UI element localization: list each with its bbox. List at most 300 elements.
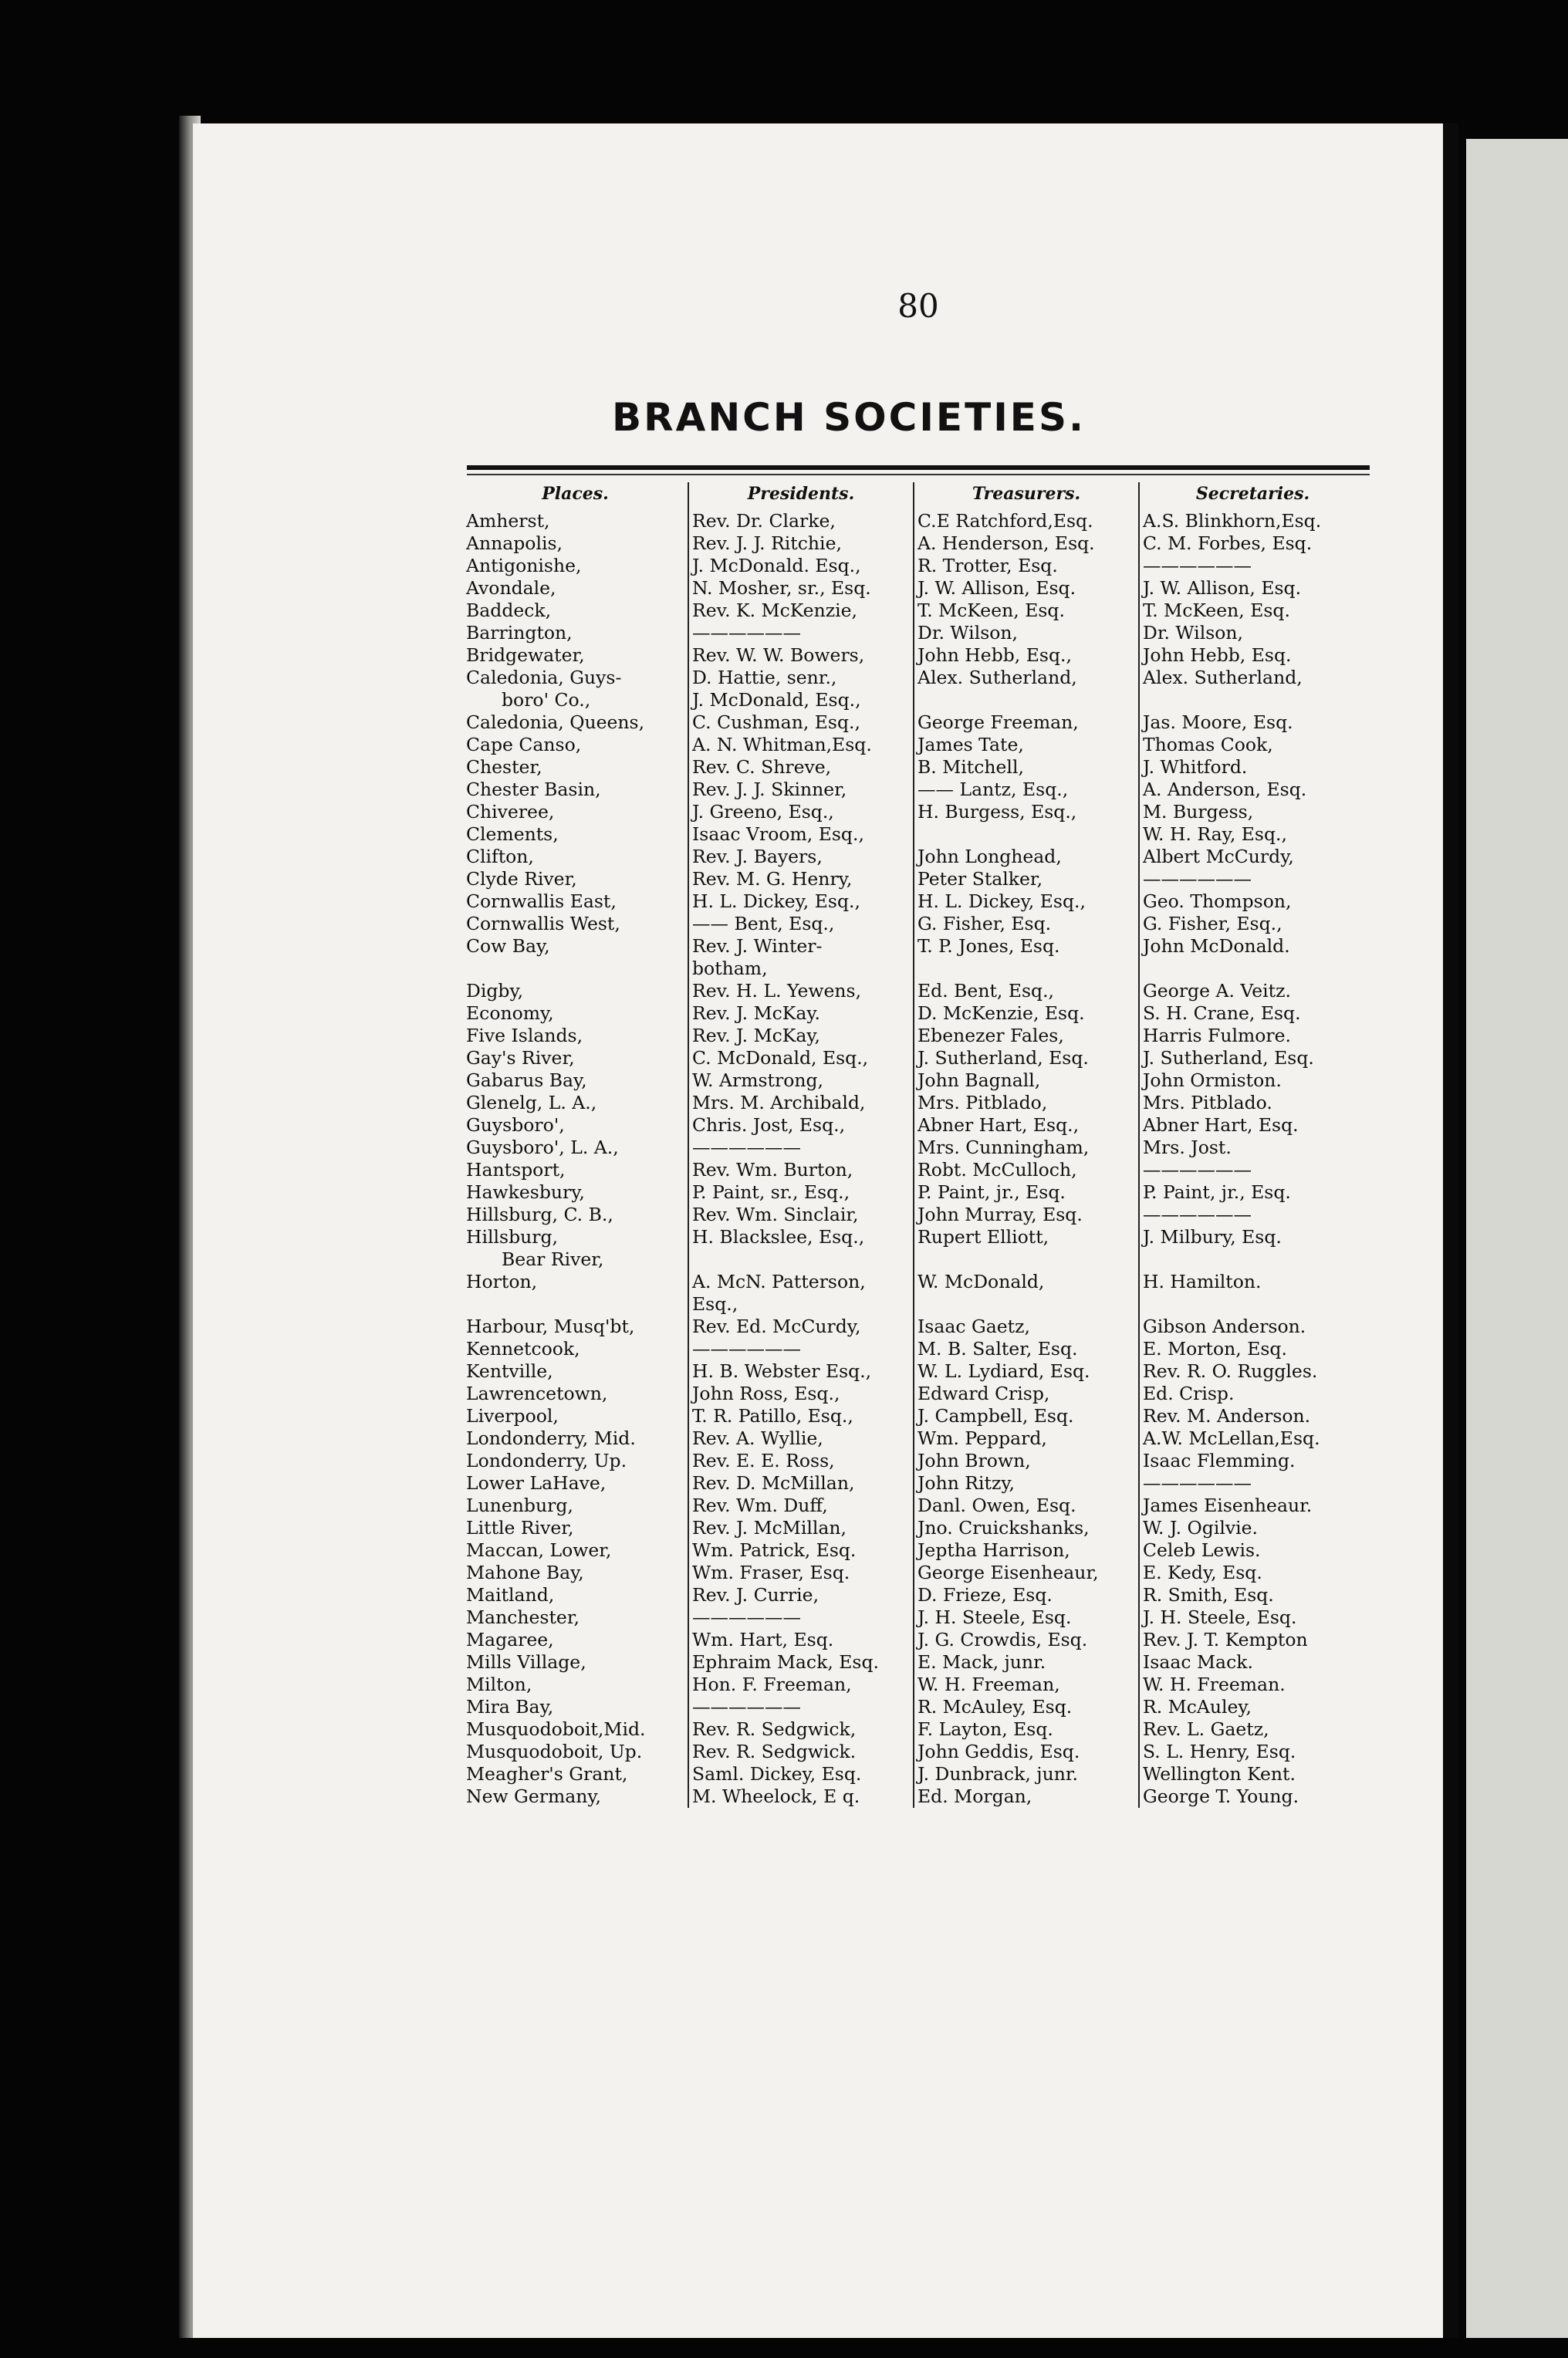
table-row — [463, 868, 1366, 890]
president-cell: Rev. Dr. Clarke, — [688, 510, 914, 532]
table-row — [463, 823, 1366, 846]
place-cell: Avondale, — [466, 577, 556, 599]
table-row — [463, 1651, 1366, 1674]
place-cell: Caledonia, Queens, — [466, 711, 645, 733]
treasurer-cell: Ed. Bent, Esq., — [914, 980, 1139, 1002]
table-row — [463, 1293, 1366, 1316]
secretary-cell: A.W. McLellan,Esq. — [1139, 1427, 1366, 1450]
treasurer-cell: John Bagnall, — [914, 1069, 1139, 1092]
secretary-cell: Rev. R. O. Ruggles. — [1139, 1360, 1366, 1383]
table-row — [463, 846, 1366, 868]
table-row — [463, 1248, 1366, 1271]
place-cell: Kennetcook, — [466, 1338, 580, 1360]
table-row — [463, 1495, 1366, 1517]
table-row — [463, 1539, 1366, 1562]
treasurer-cell: E. Mack, junr. — [914, 1651, 1139, 1674]
secretary-cell: G. Fisher, Esq., — [1139, 913, 1366, 935]
place-cell: Gay's River, — [466, 1047, 575, 1069]
table-row — [463, 1785, 1366, 1808]
president-cell: Wm. Patrick, Esq. — [688, 1539, 914, 1562]
place-cell: Lower LaHave, — [466, 1472, 607, 1494]
secretary-cell: Mrs. Jost. — [1139, 1137, 1366, 1159]
treasurer-cell: W. L. Lydiard, Esq. — [914, 1360, 1139, 1383]
president-cell: Wm. Fraser, Esq. — [688, 1562, 914, 1584]
place-cell: Economy, — [466, 1002, 554, 1024]
place-cell: Guysboro', — [466, 1114, 565, 1136]
secretary-cell: W. J. Ogilvie. — [1139, 1517, 1366, 1539]
treasurer-cell: J. Campbell, Esq. — [914, 1405, 1139, 1427]
place-cell: Mira Bay, — [466, 1696, 554, 1718]
treasurer-cell: John Brown, — [914, 1450, 1139, 1472]
table-row — [463, 1718, 1366, 1741]
secretary-cell: James Eisenheaur. — [1139, 1495, 1366, 1517]
president-cell: Rev. D. McMillan, — [688, 1472, 914, 1495]
table-row — [463, 1271, 1366, 1293]
secretary-cell: T. McKeen, Esq. — [1139, 600, 1366, 622]
treasurer-cell: D. Frieze, Esq. — [914, 1584, 1139, 1606]
place-cell: Kentville, — [466, 1360, 553, 1382]
president-cell: Isaac Vroom, Esq., — [688, 823, 914, 846]
treasurer-cell — [914, 958, 1139, 980]
table-row — [463, 1092, 1366, 1114]
president-cell: D. Hattie, senr., — [688, 667, 914, 689]
table-row — [463, 1763, 1366, 1785]
treasurer-cell: P. Paint, jr., Esq. — [914, 1181, 1139, 1204]
secretary-cell — [1139, 689, 1366, 711]
table-row — [463, 1047, 1366, 1069]
president-cell: Rev. Wm. Sinclair, — [688, 1204, 914, 1226]
secretary-cell: —————— — [1139, 868, 1366, 890]
header-secretaries: Secretaries. — [1139, 482, 1366, 510]
secretary-cell — [1139, 958, 1366, 980]
secretary-cell: P. Paint, jr., Esq. — [1139, 1181, 1366, 1204]
table-row — [463, 622, 1366, 644]
secretary-cell: W. H. Freeman. — [1139, 1674, 1366, 1696]
place-cell: Hillsburg, — [466, 1226, 559, 1248]
table-row — [463, 1517, 1366, 1539]
secretary-cell: Harris Fulmore. — [1139, 1025, 1366, 1047]
secretary-cell: A. Anderson, Esq. — [1139, 779, 1366, 801]
treasurer-cell: R. McAuley, Esq. — [914, 1696, 1139, 1718]
treasurer-cell: J. Sutherland, Esq. — [914, 1047, 1139, 1069]
place-cell: Milton, — [466, 1674, 532, 1695]
secretary-cell: John McDonald. — [1139, 935, 1366, 958]
place-cell: Manchester, — [466, 1606, 580, 1628]
treasurer-cell: J. G. Crowdis, Esq. — [914, 1629, 1139, 1651]
president-cell: Hon. F. Freeman, — [688, 1674, 914, 1696]
secretary-cell: S. L. Henry, Esq. — [1139, 1741, 1366, 1763]
table-row — [463, 1606, 1366, 1629]
table-row — [463, 711, 1366, 734]
table-row — [463, 980, 1366, 1002]
place-cell: Meagher's Grant, — [466, 1763, 628, 1785]
president-cell: Rev. J. McKay. — [688, 1002, 914, 1025]
table-row — [463, 555, 1366, 577]
secretary-cell: —————— — [1139, 555, 1366, 577]
treasurer-cell: John Hebb, Esq., — [914, 644, 1139, 667]
place-cell: Chester, — [466, 756, 542, 778]
table-row — [463, 1360, 1366, 1383]
table-row — [463, 1226, 1366, 1248]
president-cell: —— Bent, Esq., — [688, 913, 914, 935]
page-number: 80 — [897, 287, 939, 325]
table-row — [463, 577, 1366, 600]
place-cell: Five Islands, — [466, 1025, 583, 1046]
place-cell: Annapolis, — [466, 532, 563, 554]
president-cell: P. Paint, sr., Esq., — [688, 1181, 914, 1204]
place-cell: Caledonia, Guys- — [466, 667, 622, 688]
secretary-cell: A.S. Blinkhorn,Esq. — [1139, 510, 1366, 532]
place-cell: Chester Basin, — [466, 779, 601, 800]
treasurer-cell: D. McKenzie, Esq. — [914, 1002, 1139, 1025]
treasurer-cell: W. McDonald, — [914, 1271, 1139, 1293]
secretary-cell: C. M. Forbes, Esq. — [1139, 532, 1366, 555]
treasurer-cell: John Ritzy, — [914, 1472, 1139, 1495]
table-row — [463, 1204, 1366, 1226]
table-row — [463, 1674, 1366, 1696]
president-cell: Rev. H. L. Yewens, — [688, 980, 914, 1002]
table-row — [463, 1025, 1366, 1047]
president-cell: —————— — [688, 1338, 914, 1360]
secretary-cell: Alex. Sutherland, — [1139, 667, 1366, 689]
secretary-cell: Geo. Thompson, — [1139, 890, 1366, 913]
treasurer-cell: T. McKeen, Esq. — [914, 600, 1139, 622]
secretary-cell: Mrs. Pitblado. — [1139, 1092, 1366, 1114]
treasurer-cell: J. Dunbrack, junr. — [914, 1763, 1139, 1785]
treasurer-cell: Robt. McCulloch, — [914, 1159, 1139, 1181]
secretary-cell: —————— — [1139, 1204, 1366, 1226]
president-cell: Rev. J. Currie, — [688, 1584, 914, 1606]
treasurer-cell: John Geddis, Esq. — [914, 1741, 1139, 1763]
header-presidents: Presidents. — [688, 482, 914, 510]
president-cell: J. McDonald. Esq., — [688, 555, 914, 577]
treasurer-cell — [914, 1248, 1139, 1271]
president-cell: —————— — [688, 1696, 914, 1718]
place-cell: Barrington, — [466, 622, 573, 644]
treasurer-cell: John Murray, Esq. — [914, 1204, 1139, 1226]
place-cell: Little River, — [466, 1517, 574, 1539]
secretary-cell: Jas. Moore, Esq. — [1139, 711, 1366, 734]
president-cell: —————— — [688, 622, 914, 644]
secretary-cell: Rev. L. Gaetz, — [1139, 1718, 1366, 1741]
president-cell — [688, 1248, 914, 1271]
table-row — [463, 1383, 1366, 1405]
table-row — [463, 1629, 1366, 1651]
treasurer-cell: Ed. Morgan, — [914, 1785, 1139, 1808]
treasurer-cell: T. P. Jones, Esq. — [914, 935, 1139, 958]
president-cell: Saml. Dickey, Esq. — [688, 1763, 914, 1785]
facing-page-edge — [1466, 139, 1568, 2338]
secretary-cell: —————— — [1139, 1472, 1366, 1495]
place-cell: Londonderry, Mid. — [466, 1427, 636, 1449]
president-cell: Rev. Wm. Burton, — [688, 1159, 914, 1181]
table-row — [463, 734, 1366, 756]
place-cell: Antigonishe, — [466, 555, 582, 576]
treasurer-cell: H. Burgess, Esq., — [914, 801, 1139, 823]
president-cell: Rev. J. McMillan, — [688, 1517, 914, 1539]
place-cell: Digby, — [466, 980, 524, 1002]
president-cell: Rev. J. J. Skinner, — [688, 779, 914, 801]
secretary-cell: J. W. Allison, Esq. — [1139, 577, 1366, 600]
place-cell: Hawkesbury, — [466, 1181, 585, 1203]
place-cell: Musquodoboit,Mid. — [466, 1718, 646, 1740]
table-row — [463, 689, 1366, 711]
treasurer-cell: Edward Crisp, — [914, 1383, 1139, 1405]
secretary-cell: J. Sutherland, Esq. — [1139, 1047, 1366, 1069]
branch-societies-table — [463, 482, 1366, 1808]
table-row — [463, 890, 1366, 913]
secretary-cell: Rev. J. T. Kempton — [1139, 1629, 1366, 1651]
secretary-cell: Gibson Anderson. — [1139, 1316, 1366, 1338]
place-cell: Clements, — [466, 823, 559, 845]
president-cell: H. Blackslee, Esq., — [688, 1226, 914, 1248]
treasurer-cell: Dr. Wilson, — [914, 622, 1139, 644]
place-cell — [463, 958, 688, 980]
treasurer-cell: Jno. Cruickshanks, — [914, 1517, 1139, 1539]
secretary-cell: Rev. M. Anderson. — [1139, 1405, 1366, 1427]
place-cell: Liverpool, — [466, 1405, 559, 1427]
table-row — [463, 1584, 1366, 1606]
president-cell: Rev. W. W. Bowers, — [688, 644, 914, 667]
place-cell: Hillsburg, C. B., — [466, 1204, 613, 1225]
table-row — [463, 1002, 1366, 1025]
secretary-cell: W. H. Ray, Esq., — [1139, 823, 1366, 846]
secretary-cell: E. Morton, Esq. — [1139, 1338, 1366, 1360]
place-cell: Cape Canso, — [466, 734, 582, 755]
table-row — [463, 1696, 1366, 1718]
treasurer-cell: W. H. Freeman, — [914, 1674, 1139, 1696]
president-cell: Rev. K. McKenzie, — [688, 600, 914, 622]
president-cell: J. Greeno, Esq., — [688, 801, 914, 823]
president-cell: Rev. Ed. McCurdy, — [688, 1316, 914, 1338]
secretary-cell: J. H. Steele, Esq. — [1139, 1606, 1366, 1629]
table-row — [463, 1472, 1366, 1495]
table-row — [463, 801, 1366, 823]
president-cell: A. N. Whitman,Esq. — [688, 734, 914, 756]
table-row — [463, 1427, 1366, 1450]
president-cell: —————— — [688, 1606, 914, 1629]
place-cell: Horton, — [466, 1271, 538, 1292]
table-row — [463, 913, 1366, 935]
page-title: BRANCH SOCIETIES. — [612, 395, 1086, 440]
treasurer-cell: Peter Stalker, — [914, 868, 1139, 890]
table-row — [463, 1562, 1366, 1584]
place-cell: Londonderry, Up. — [466, 1450, 627, 1471]
table-row — [463, 756, 1366, 779]
secretary-cell: H. Hamilton. — [1139, 1271, 1366, 1293]
secretary-cell: Dr. Wilson, — [1139, 622, 1366, 644]
president-cell: Rev. J. Bayers, — [688, 846, 914, 868]
place-cell: boro' Co., — [502, 689, 591, 711]
treasurer-cell: Rupert Elliott, — [914, 1226, 1139, 1248]
secretary-cell: S. H. Crane, Esq. — [1139, 1002, 1366, 1025]
president-cell: M. Wheelock, E q. — [688, 1785, 914, 1808]
place-cell: Bridgewater, — [466, 644, 585, 666]
treasurer-cell: J. W. Allison, Esq. — [914, 577, 1139, 600]
title-rule — [467, 465, 1370, 470]
president-cell: N. Mosher, sr., Esq. — [688, 577, 914, 600]
treasurer-cell: Isaac Gaetz, — [914, 1316, 1139, 1338]
treasurer-cell: Abner Hart, Esq., — [914, 1114, 1139, 1137]
secretary-cell: Ed. Crisp. — [1139, 1383, 1366, 1405]
treasurer-cell: James Tate, — [914, 734, 1139, 756]
table-row — [463, 1450, 1366, 1472]
president-cell: botham, — [688, 958, 914, 980]
table-row — [463, 1316, 1366, 1338]
president-cell: Mrs. M. Archibald, — [688, 1092, 914, 1114]
secretary-cell — [1139, 1293, 1366, 1316]
president-cell: Rev. E. E. Ross, — [688, 1450, 914, 1472]
place-cell: Amherst, — [466, 510, 550, 532]
place-cell: Gabarus Bay, — [466, 1069, 587, 1091]
president-cell: —————— — [688, 1137, 914, 1159]
secretary-cell: —————— — [1139, 1159, 1366, 1181]
president-cell: John Ross, Esq., — [688, 1383, 914, 1405]
treasurer-cell: R. Trotter, Esq. — [914, 555, 1139, 577]
place-cell: Harbour, Musq'bt, — [466, 1316, 635, 1337]
treasurer-cell: John Longhead, — [914, 846, 1139, 868]
table-row — [463, 510, 1366, 532]
president-cell: J. McDonald, Esq., — [688, 689, 914, 711]
treasurer-cell — [914, 823, 1139, 846]
place-cell: New Germany, — [466, 1785, 602, 1807]
place-cell: Lawrencetown, — [466, 1383, 608, 1404]
header-treasurers: Treasurers. — [914, 482, 1139, 510]
place-cell: Clifton, — [466, 846, 534, 867]
table-row — [463, 1338, 1366, 1360]
table-row — [463, 958, 1366, 980]
place-cell: Baddeck, — [466, 600, 552, 621]
place-cell: Cow Bay, — [466, 935, 550, 957]
president-cell: Rev. J. J. Ritchie, — [688, 532, 914, 555]
place-cell: Maitland, — [466, 1584, 555, 1606]
president-cell: Rev. Wm. Duff, — [688, 1495, 914, 1517]
treasurer-cell: Alex. Sutherland, — [914, 667, 1139, 689]
secretary-cell: George T. Young. — [1139, 1785, 1366, 1808]
table-row — [463, 1114, 1366, 1137]
president-cell: H. B. Webster Esq., — [688, 1360, 914, 1383]
president-cell: Rev. A. Wyllie, — [688, 1427, 914, 1450]
secretary-cell — [1139, 1248, 1366, 1271]
place-cell: Cornwallis West, — [466, 913, 620, 934]
secretary-cell: Isaac Flemming. — [1139, 1450, 1366, 1472]
president-cell: W. Armstrong, — [688, 1069, 914, 1092]
treasurer-cell: Danl. Owen, Esq. — [914, 1495, 1139, 1517]
place-cell: Mills Village, — [466, 1651, 586, 1673]
place-cell: Maccan, Lower, — [466, 1539, 612, 1561]
treasurer-cell — [914, 1293, 1139, 1316]
treasurer-cell: —— Lantz, Esq., — [914, 779, 1139, 801]
place-cell: Magaree, — [466, 1629, 554, 1650]
secretary-cell: R. McAuley, — [1139, 1696, 1366, 1718]
place-cell: Bear River, — [502, 1248, 604, 1270]
secretary-cell: R. Smith, Esq. — [1139, 1584, 1366, 1606]
president-cell: Rev. R. Sedgwick. — [688, 1741, 914, 1763]
treasurer-cell: George Freeman, — [914, 711, 1139, 734]
treasurer-cell: C.E Ratchford,Esq. — [914, 510, 1139, 532]
treasurer-cell: J. H. Steele, Esq. — [914, 1606, 1139, 1629]
place-cell: Hantsport, — [466, 1159, 566, 1181]
secretary-cell: J. Milbury, Esq. — [1139, 1226, 1366, 1248]
president-cell: H. L. Dickey, Esq., — [688, 890, 914, 913]
place-cell: Clyde River, — [466, 868, 577, 890]
president-cell: Rev. C. Shreve, — [688, 756, 914, 779]
treasurer-cell: M. B. Salter, Esq. — [914, 1338, 1139, 1360]
secretary-cell: John Ormiston. — [1139, 1069, 1366, 1092]
place-cell: Musquodoboit, Up. — [466, 1741, 643, 1762]
place-cell: Mahone Bay, — [466, 1562, 584, 1583]
table-row — [463, 1159, 1366, 1181]
table-row — [463, 779, 1366, 801]
treasurer-cell: G. Fisher, Esq. — [914, 913, 1139, 935]
secretary-cell: Isaac Mack. — [1139, 1651, 1366, 1674]
treasurer-cell: Wm. Peppard, — [914, 1427, 1139, 1450]
president-cell: T. R. Patillo, Esq., — [688, 1405, 914, 1427]
secretary-cell: John Hebb, Esq. — [1139, 644, 1366, 667]
secretary-cell: Albert McCurdy, — [1139, 846, 1366, 868]
table-row — [463, 600, 1366, 622]
secretary-cell: Abner Hart, Esq. — [1139, 1114, 1366, 1137]
treasurer-cell: Ebenezer Fales, — [914, 1025, 1139, 1047]
secretary-cell: George A. Veitz. — [1139, 980, 1366, 1002]
president-cell: C. McDonald, Esq., — [688, 1047, 914, 1069]
place-cell: Lunenburg, — [466, 1495, 573, 1516]
president-cell: Esq., — [688, 1293, 914, 1316]
table-header-row — [463, 482, 1366, 510]
president-cell: Rev. J. Winter- — [688, 935, 914, 958]
secretary-cell: M. Burgess, — [1139, 801, 1366, 823]
place-cell: Chiveree, — [466, 801, 555, 823]
place-cell — [463, 1293, 688, 1316]
treasurer-cell: Mrs. Pitblado, — [914, 1092, 1139, 1114]
table-row — [463, 1137, 1366, 1159]
secretary-cell: J. Whitford. — [1139, 756, 1366, 779]
branch-societies-table-wrap — [463, 482, 1366, 1808]
treasurer-cell: B. Mitchell, — [914, 756, 1139, 779]
table-row — [463, 1405, 1366, 1427]
place-cell: Glenelg, L. A., — [466, 1092, 597, 1113]
treasurer-cell: F. Layton, Esq. — [914, 1718, 1139, 1741]
treasurer-cell: A. Henderson, Esq. — [914, 532, 1139, 555]
president-cell: A. McN. Patterson, — [688, 1271, 914, 1293]
table-row — [463, 667, 1366, 689]
treasurer-cell: Mrs. Cunningham, — [914, 1137, 1139, 1159]
president-cell: Rev. R. Sedgwick, — [688, 1718, 914, 1741]
treasurer-cell: H. L. Dickey, Esq., — [914, 890, 1139, 913]
table-row — [463, 532, 1366, 555]
table-row — [463, 935, 1366, 958]
treasurer-cell — [914, 689, 1139, 711]
title-rule-thin — [467, 474, 1370, 475]
table-row — [463, 1741, 1366, 1763]
secretary-cell: Celeb Lewis. — [1139, 1539, 1366, 1562]
table-row — [463, 1069, 1366, 1092]
table-body — [463, 510, 1366, 1808]
table-row — [463, 1181, 1366, 1204]
place-cell: Guysboro', L. A., — [466, 1137, 619, 1158]
table-row — [463, 644, 1366, 667]
treasurer-cell: George Eisenheaur, — [914, 1562, 1139, 1584]
president-cell: Rev. M. G. Henry, — [688, 868, 914, 890]
treasurer-cell: Jeptha Harrison, — [914, 1539, 1139, 1562]
place-cell: Cornwallis East, — [466, 890, 617, 912]
president-cell: Wm. Hart, Esq. — [688, 1629, 914, 1651]
secretary-cell: Thomas Cook, — [1139, 734, 1366, 756]
secretary-cell: E. Kedy, Esq. — [1139, 1562, 1366, 1584]
president-cell: Rev. J. McKay, — [688, 1025, 914, 1047]
header-places: Places. — [542, 484, 609, 504]
president-cell: Ephraim Mack, Esq. — [688, 1651, 914, 1674]
